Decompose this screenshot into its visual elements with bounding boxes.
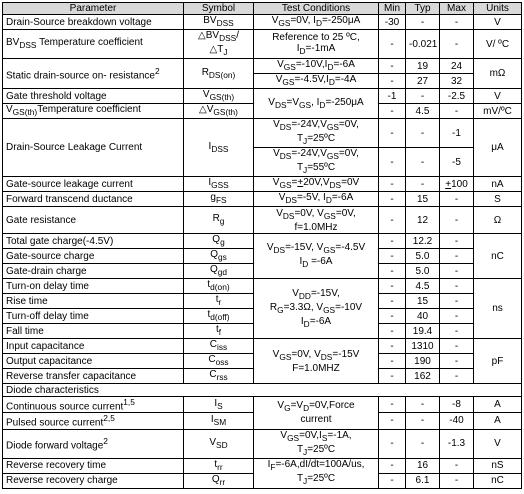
max-cell: - (440, 339, 474, 354)
min-cell: - (379, 429, 406, 458)
table-row (3, 89, 522, 104)
symbol-cell: $I_{SM}$ (184, 413, 254, 429)
unit-cell: nC (474, 473, 522, 488)
typ-cell: 27 (406, 74, 440, 89)
max-cell: - (440, 207, 474, 234)
unit-cell: nC (474, 234, 522, 279)
symbol-cell: $C_{oss}$ (184, 354, 254, 369)
typ-cell: - (406, 119, 440, 148)
table-row (3, 59, 522, 74)
param-cell: Gate resistance (3, 207, 184, 234)
max-cell: -1.3 (440, 429, 474, 458)
unit-cell: mΩ (474, 59, 522, 89)
symbol-cell: $t_r$ (184, 294, 254, 309)
max-cell: +100 (440, 177, 474, 192)
symbol-cell: $V_{SD}$ (184, 429, 254, 458)
typ-cell: 190 (406, 354, 440, 369)
max-cell: 32 (440, 74, 474, 89)
symbol-cell: $Q_{rr}$ (184, 473, 254, 488)
typ-cell: 1310 (406, 339, 440, 354)
typ-cell: 4.5 (406, 104, 440, 119)
header-units: Units (474, 3, 522, 15)
min-cell: - (379, 473, 406, 488)
table-row (3, 192, 522, 207)
min-cell: - (379, 279, 406, 294)
table-row (3, 397, 522, 413)
typ-cell: 4.5 (406, 279, 440, 294)
param-cell: Drain-Source Leakage Current (3, 119, 184, 177)
param-cell: $V_{GS(th)}Temperature$ coefficient (3, 104, 184, 119)
condition-cell: $V_{DS}=V_{GS}$, $I_D=-250\mu A$ (254, 89, 379, 119)
header-test-conditions: Test Conditions (254, 3, 379, 15)
min-cell: - (379, 30, 406, 59)
max-cell: - (440, 15, 474, 30)
param-cell: Reverse recovery charge (3, 473, 184, 488)
max-cell: - (440, 309, 474, 324)
header-max: Max (440, 3, 474, 15)
unit-cell: V/ ºC (474, 30, 522, 59)
min-cell: - (379, 249, 406, 264)
typ-cell: 15 (406, 192, 440, 207)
max-cell: -2.5 (440, 89, 474, 104)
table-row (3, 119, 522, 148)
symbol-cell: $BV_{DSS}$ (184, 15, 254, 30)
min-cell: - (379, 339, 406, 354)
typ-cell: 162 (406, 369, 440, 384)
param-cell: Gate-source charge (3, 249, 184, 264)
condition-cell: $V_{GS}=-10V,I_D=-6A$ (254, 59, 379, 74)
param-cell: Static drain-source on- resistance$^2$ (3, 59, 184, 89)
typ-cell: 19 (406, 59, 440, 74)
min-cell: - (379, 119, 406, 148)
typ-cell: - (406, 89, 440, 104)
param-cell: Reverse recovery time (3, 458, 184, 473)
min-cell: - (379, 354, 406, 369)
max-cell: - (440, 30, 474, 59)
condition-cell: $V_{GS}=+20V,V_{DS}=0V$ (254, 177, 379, 192)
condition-cell: $V_{GS}=-4.5V,I_D=-4A$ (254, 74, 379, 89)
param-cell: Diode forward voltage$^2$ (3, 429, 184, 458)
typ-cell: - (406, 429, 440, 458)
condition-cell: $V_{DD}=-15V$, $R_G=3.3\Omega$, $V_{GS}=-10V$ $I_D=-6A$ (254, 279, 379, 339)
symbol-cell: $I_{DSS}$ (184, 119, 254, 177)
max-cell: - (440, 354, 474, 369)
condition-cell: $V_{DS}=-24V,V_{GS}=0V$, $T_J=55ºC$ (254, 148, 379, 177)
condition-cell: $I_F=-6A,dI/dt=100A/us$, $T_J=25ºC$ (254, 458, 379, 488)
min-cell: - (379, 294, 406, 309)
table-row (3, 207, 522, 234)
condition-cell: $V_{GS}=0V$, $I_D=-250\mu A$ (254, 15, 379, 30)
max-cell: - (440, 458, 474, 473)
unit-cell: A (474, 413, 522, 429)
condition-cell: $V_{DS}=-5V$, $I_D=-6A$ (254, 192, 379, 207)
min-cell: - (379, 192, 406, 207)
typ-cell: 19.4 (406, 324, 440, 339)
param-cell: Turn-on delay time (3, 279, 184, 294)
header-row (3, 3, 522, 15)
section-row (3, 384, 522, 397)
typ-cell: - (406, 15, 440, 30)
symbol-cell: $\triangle V_{GS(th)}$ (184, 104, 254, 119)
max-cell: - (440, 234, 474, 249)
condition-cell: $V_G=V_D=0V,Force$ current (254, 397, 379, 430)
max-cell: - (440, 192, 474, 207)
typ-cell: 5.0 (406, 249, 440, 264)
condition-cell: $V_{DS}=-15V$, $V_{GS}=-4.5V$ $I_D =-6A$ (254, 234, 379, 279)
min-cell: - (379, 413, 406, 429)
min-cell: - (379, 397, 406, 413)
typ-cell: 5.0 (406, 264, 440, 279)
param-cell: Turn-off delay time (3, 309, 184, 324)
typ-cell: 40 (406, 309, 440, 324)
table-row (3, 279, 522, 294)
max-cell: - (440, 279, 474, 294)
table-row (3, 339, 522, 354)
max-cell: - (440, 264, 474, 279)
symbol-cell: $I_{GSS}$ (184, 177, 254, 192)
unit-cell: V (474, 429, 522, 458)
min-cell: - (379, 309, 406, 324)
max-cell: - (440, 104, 474, 119)
unit-cell: S (474, 192, 522, 207)
condition-cell: $V_{DS}=-24V,V_{GS}=0V$, $T_J=25ºC$ (254, 119, 379, 148)
symbol-cell: $t_{d(off)}$ (184, 309, 254, 324)
min-cell: - (379, 104, 406, 119)
param-cell: Gate-source leakage current (3, 177, 184, 192)
min-cell: -30 (379, 15, 406, 30)
typ-cell: 15 (406, 294, 440, 309)
min-cell: -1 (379, 89, 406, 104)
param-cell: Total gate charge(-4.5V) (3, 234, 184, 249)
unit-cell: ns (474, 279, 522, 339)
table-row (3, 177, 522, 192)
typ-cell: - (406, 397, 440, 413)
max-cell: -1 (440, 119, 474, 148)
symbol-cell: $C_{rss}$ (184, 369, 254, 384)
max-cell: -40 (440, 413, 474, 429)
condition-cell: $V_{DS}=0V$, $V_{GS}=0V$, f=1.0MHz (254, 207, 379, 234)
symbol-cell: $R_g$ (184, 207, 254, 234)
unit-cell: A (474, 397, 522, 413)
header-symbol: Symbol (184, 3, 254, 15)
min-cell: - (379, 264, 406, 279)
symbol-cell: $t_f$ (184, 324, 254, 339)
table-row (3, 429, 522, 458)
symbol-cell: $I_S$ (184, 397, 254, 413)
param-cell: $BV_{DSS}$ Temperature coefficient (3, 30, 184, 59)
param-cell: Gate threshold voltage (3, 89, 184, 104)
typ-cell: 12.2 (406, 234, 440, 249)
max-cell: - (440, 249, 474, 264)
section-title-diode: Diode characteristics (3, 384, 522, 397)
param-cell: Continuous source current$^{1,5}$ (3, 397, 184, 413)
min-cell: - (379, 59, 406, 74)
max-cell: - (440, 294, 474, 309)
min-cell: - (379, 148, 406, 177)
max-cell: - (440, 473, 474, 488)
min-cell: - (379, 369, 406, 384)
min-cell: - (379, 207, 406, 234)
table-row (3, 30, 522, 59)
min-cell: - (379, 458, 406, 473)
unit-cell: pF (474, 339, 522, 384)
typ-cell: 16 (406, 458, 440, 473)
unit-cell: Ω (474, 207, 522, 234)
typ-cell: - (406, 413, 440, 429)
typ-cell: 12 (406, 207, 440, 234)
param-cell: Forward transcend ductance (3, 192, 184, 207)
unit-cell: V (474, 15, 522, 30)
min-cell: - (379, 234, 406, 249)
max-cell: -8 (440, 397, 474, 413)
unit-cell: μA (474, 119, 522, 177)
param-cell: Reverse transfer capacitance (3, 369, 184, 384)
unit-cell: V (474, 89, 522, 104)
unit-cell: nA (474, 177, 522, 192)
min-cell: - (379, 177, 406, 192)
symbol-cell: $Q_{gs}$ (184, 249, 254, 264)
param-cell: Drain-Source breakdown voltage (3, 15, 184, 30)
min-cell: - (379, 324, 406, 339)
symbol-cell: $V_{GS(th)}$ (184, 89, 254, 104)
typ-cell: - (406, 177, 440, 192)
symbol-cell: $Q_g$ (184, 234, 254, 249)
unit-cell: mV/ºC (474, 104, 522, 119)
condition-cell: Reference to 25 ºC, $I_D=-1mA$ (254, 30, 379, 59)
min-cell: - (379, 74, 406, 89)
max-cell: - (440, 369, 474, 384)
symbol-cell: $Q_{gd}$ (184, 264, 254, 279)
max-cell: - (440, 324, 474, 339)
max-cell: 24 (440, 59, 474, 74)
header-typ: Typ (406, 3, 440, 15)
typ-cell: - (406, 148, 440, 177)
electrical-characteristics-table (2, 2, 522, 489)
condition-cell: $V_{GS}=0V$, $V_{DS}=-15V$ F=1.0MHZ (254, 339, 379, 384)
max-cell: -5 (440, 148, 474, 177)
symbol-cell: $\triangle BV_{DSS}/$ $\triangle T_J$ (184, 30, 254, 59)
symbol-cell: $t_{d(on)}$ (184, 279, 254, 294)
symbol-cell: $R_{DS(on)}$ (184, 59, 254, 89)
param-cell: Pulsed source current$^{2,5}$ (3, 413, 184, 429)
symbol-cell: $g_{FS}$ (184, 192, 254, 207)
header-parameter: Parameter (3, 3, 184, 15)
condition-cell: $V_{GS}=0V,I_S=-1A$, $T_J=25ºC$ (254, 429, 379, 458)
table-row (3, 234, 522, 249)
symbol-cell: $C_{iss}$ (184, 339, 254, 354)
param-cell: Rise time (3, 294, 184, 309)
symbol-cell: $t_{rr}$ (184, 458, 254, 473)
table-row (3, 15, 522, 30)
unit-cell: nS (474, 458, 522, 473)
param-cell: Fall time (3, 324, 184, 339)
param-cell: Input capacitance (3, 339, 184, 354)
typ-cell: -0.021 (406, 30, 440, 59)
typ-cell: 6.1 (406, 473, 440, 488)
param-cell: Output capacitance (3, 354, 184, 369)
table-row (3, 458, 522, 473)
param-cell: Gate-drain charge (3, 264, 184, 279)
header-min: Min (379, 3, 406, 15)
